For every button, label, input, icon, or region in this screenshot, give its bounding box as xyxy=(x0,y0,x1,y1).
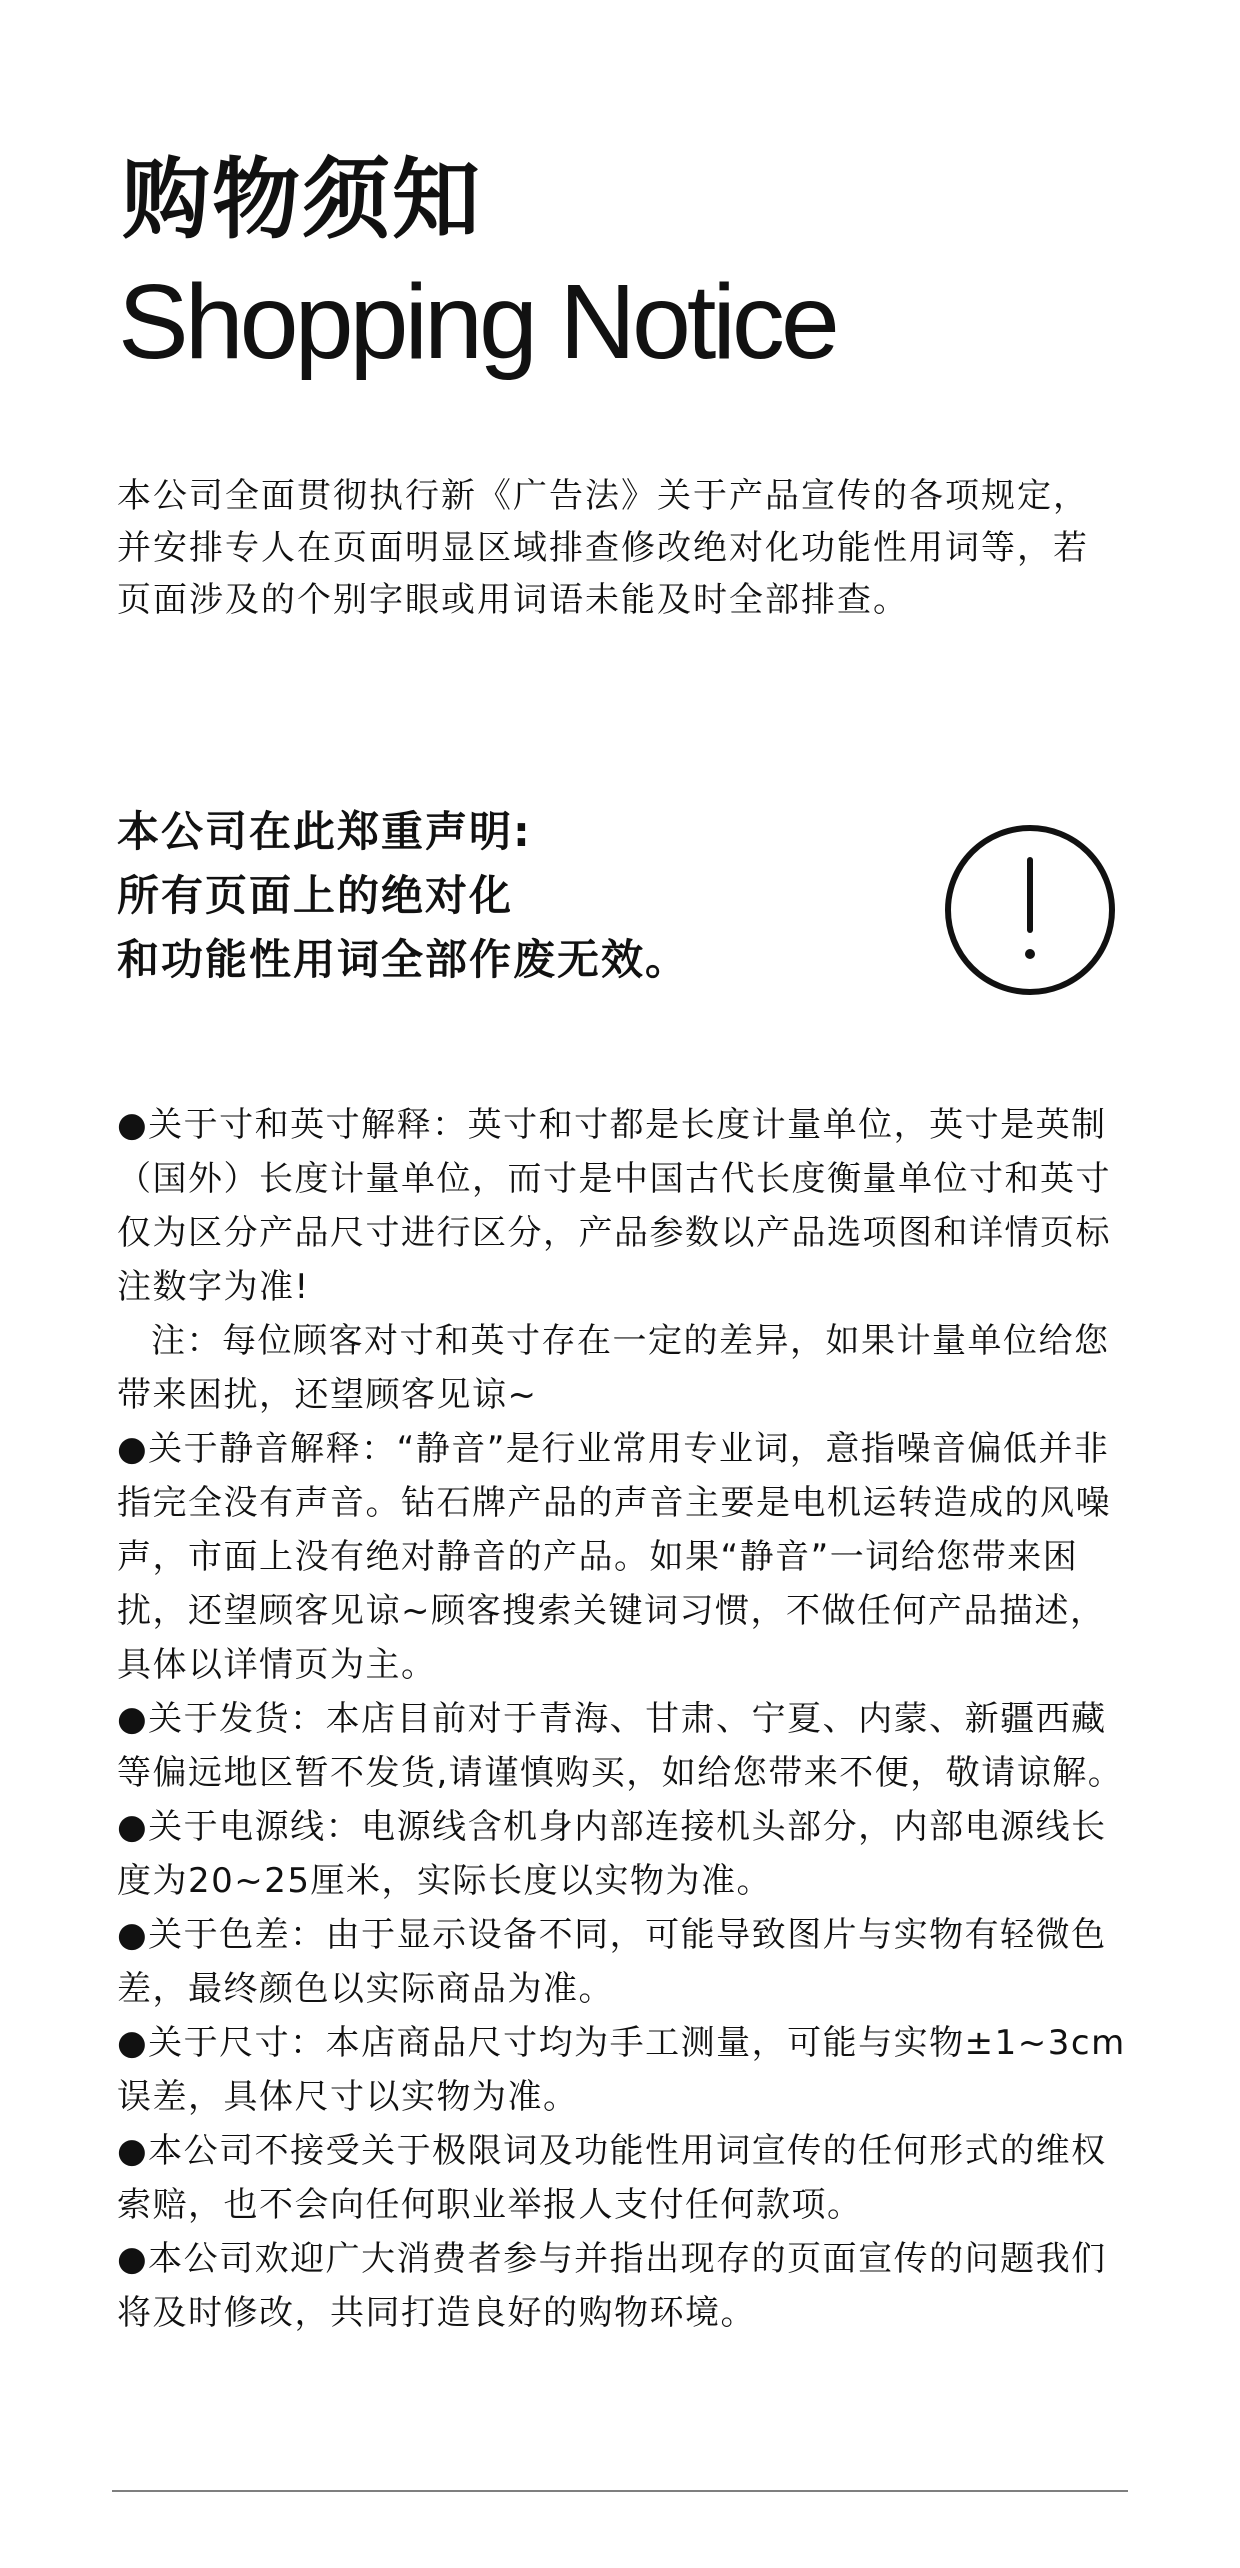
exclamation-circle-icon xyxy=(940,820,1120,1000)
page-title-english: Shopping Notice xyxy=(118,263,836,381)
notice-item-color-difference: ●关于色差：由于显示设备不同，可能导致图片与实物有轻微色差，最终颜色以实际商品为准。 xyxy=(117,1915,1107,2009)
notice-item-no-claims: ●本公司不接受关于极限词及功能性用词宣传的任何形式的维权索赔，也不会向任何职业举报人支付任何款项。 xyxy=(117,2131,1107,2225)
bottom-divider xyxy=(112,2490,1128,2492)
notice-item-shipping: ●关于发货：本店目前对于青海、甘肃、宁夏、内蒙、新疆西藏等偏远地区暂不发货,请谨慎购买，如给您带来不便，敬请谅解。 xyxy=(117,1699,1124,1793)
notice-item-welcome-feedback: ●本公司欢迎广大消费者参与并指出现存的页面宣传的问题我们将及时修改，共同打造良好的购物环境。 xyxy=(117,2239,1107,2333)
intro-paragraph: 本公司全面贯彻执行新《广告法》关于产品宣传的各项规定，并安排专人在页面明显区域排查修改绝对化功能性用词等，若页面涉及的个别字眼或用词语未能及时全部排查。 xyxy=(117,476,1089,620)
notice-item-inch: ●关于寸和英寸解释：英寸和寸都是长度计量单位，英寸是英制（国外）长度计量单位，而寸是中国古代长度衡量单位寸和英寸仅为区分产品尺寸进行区分，产品参数以产品选项图和详情页标注数字为准! xyxy=(117,1105,1111,1307)
notice-item-size: ●关于尺寸：本店商品尺寸均为手工测量，可能与实物±1~3cm误差，具体尺寸以实物为准。 xyxy=(117,2023,1126,2117)
declaration-statement xyxy=(117,800,937,992)
notice-item-power-cord: ●关于电源线：电源线含机身内部连接机头部分，内部电源线长度为20~25厘米，实际长度以实物为准。 xyxy=(117,1807,1107,1901)
statement-line: 和功能性用词全部作废无效。 xyxy=(117,935,690,984)
statement-line: 本公司在此郑重声明: xyxy=(117,807,532,856)
notice-list xyxy=(117,1098,1137,2340)
notice-item-silent: ●关于静音解释：“静音”是行业常用专业词，意指噪音偏低并非指完全没有声音。钻石牌产品的声音主要是电机运转造成的风噪声，市面上没有绝对静音的产品。如果“静音”一词给您带来困扰，还望顾客见谅~顾客搜索关键词习惯，不做任何产品描述，具体以详情页为主。 xyxy=(117,1429,1111,1685)
statement-line: 所有页面上的绝对化 xyxy=(117,871,514,920)
page-title-chinese: 购物须知 xyxy=(122,148,483,251)
notice-item-inch-note: 注：每位顾客对寸和英寸存在一定的差异，如果计量单位给您带来困扰，还望顾客见谅~ xyxy=(117,1321,1110,1415)
